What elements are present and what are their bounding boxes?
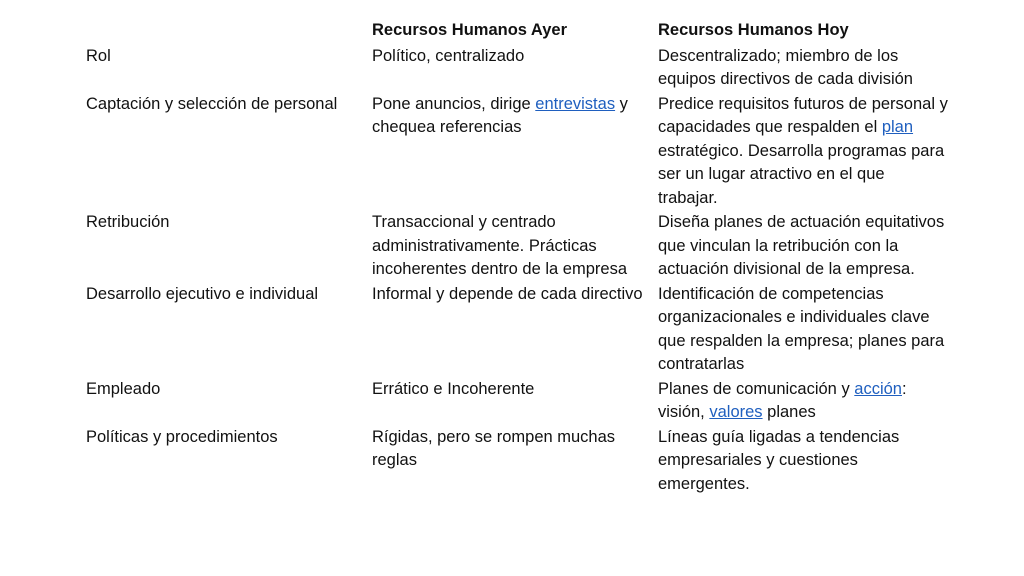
table-row xyxy=(78,283,948,378)
text-fragment: : visión, xyxy=(658,379,907,421)
header-cell-empty xyxy=(78,19,364,45)
text-fragment: planes xyxy=(762,403,816,421)
text-fragment: Predice requisitos futuros de personal y capacidades que respalden el xyxy=(658,94,948,136)
link-valores[interactable]: valores xyxy=(709,403,763,421)
link-entrevistas[interactable]: entrevistas xyxy=(535,94,616,113)
cell-hoy xyxy=(650,93,948,212)
cell-ayer: Errático e Incoherente xyxy=(372,379,535,398)
table-row xyxy=(78,211,948,283)
text-fragment: y chequea referencias xyxy=(372,94,628,136)
cell-hoy: Líneas guía ligadas a tendencias empresariales y cuestiones emergentes. xyxy=(658,427,900,493)
row-label: Rol xyxy=(86,46,111,65)
text-fragment: Planes de comunicación y xyxy=(658,379,855,398)
cell-hoy: Identificación de competencias organizacionales e individuales clave que respalden la empresa; planes para contratarlas xyxy=(658,284,945,373)
row-label: Retribución xyxy=(86,213,170,231)
row-label: Desarrollo ejecutivo e individual xyxy=(86,284,319,303)
table-header-row xyxy=(78,19,948,45)
cell-hoy: Diseña planes de actuación equitativos que vinculan la retribución con la actuación divisional de la empresa. xyxy=(658,213,945,278)
cell-hoy: Descentralizado; miembro de los equipos directivos de cada división xyxy=(658,46,913,88)
comparison-table xyxy=(78,19,948,497)
row-label: Captación y selección de personal xyxy=(86,94,338,113)
table-row xyxy=(78,93,948,212)
link-plan[interactable]: plan xyxy=(881,118,914,136)
table-row xyxy=(78,378,948,426)
row-label: Empleado xyxy=(86,379,161,398)
row-label: Políticas y procedimientos xyxy=(86,427,278,446)
cell-ayer: Informal y depende de cada directivo xyxy=(372,284,643,303)
table-row xyxy=(78,45,948,93)
header-cell-hoy: Recursos Humanos Hoy xyxy=(658,21,849,39)
text-fragment: estratégico. Desarrolla programas para ser un lugar atractivo en el que trabajar. xyxy=(658,141,945,207)
text-fragment: Pone anuncios, dirige xyxy=(372,94,536,113)
cell-ayer: Político, centralizado xyxy=(372,46,525,65)
cell-ayer xyxy=(364,93,650,212)
header-cell-ayer: Recursos Humanos Ayer xyxy=(372,21,568,39)
link-accion[interactable]: acción xyxy=(854,379,902,398)
cell-ayer: Transaccional y centrado administrativamente. Prácticas incoherentes dentro de la empresa xyxy=(372,213,627,278)
table-row xyxy=(78,426,948,498)
cell-hoy xyxy=(650,378,948,426)
cell-ayer: Rígidas, pero se rompen muchas reglas xyxy=(372,427,616,469)
